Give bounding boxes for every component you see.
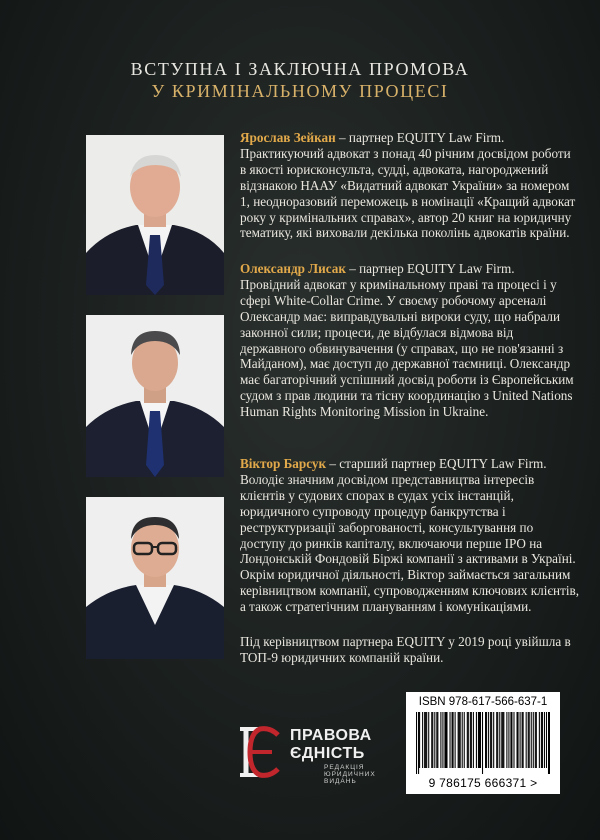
barcode-bar xyxy=(508,712,509,768)
barcode-bar xyxy=(506,712,507,768)
barcode-bar xyxy=(419,712,420,768)
barcode-bar xyxy=(522,712,523,768)
barcode-bar xyxy=(529,712,530,768)
isbn-label: ISBN 978-617-566-637-1 xyxy=(418,696,548,708)
barcode-bar xyxy=(460,712,461,768)
barcode-bar xyxy=(548,712,549,774)
barcode-bar xyxy=(531,712,532,768)
barcode-bar xyxy=(486,712,487,768)
author-photo-barsuk xyxy=(86,497,224,659)
author-photo-zeikan xyxy=(86,135,224,295)
barcode-bar xyxy=(501,712,502,768)
barcode-bar xyxy=(418,712,419,774)
barcode-bar xyxy=(478,712,479,768)
barcode-bar xyxy=(502,712,503,768)
barcode-bar xyxy=(493,712,494,768)
publisher-name-line-1: ПРАВОВА xyxy=(290,727,372,744)
publisher-subtitle: РЕДАКЦІЯ ЮРИДИЧНИХ ВИДАНЬ xyxy=(324,764,376,785)
title-line-2: У КРИМІНАЛЬНОМУ ПРОЦЕСІ xyxy=(151,81,449,101)
barcode-bar xyxy=(526,712,527,768)
barcode-bar xyxy=(480,712,481,768)
barcode-bar xyxy=(523,712,524,768)
barcode-bar xyxy=(488,712,489,768)
barcode-bar xyxy=(467,712,468,768)
barcode-bar xyxy=(544,712,545,768)
barcode-bar xyxy=(468,712,469,768)
barcode-bar xyxy=(462,712,463,768)
barcode-bar xyxy=(536,712,537,768)
author-name: Віктор Барсук xyxy=(240,456,327,471)
barcode-bar xyxy=(444,712,445,768)
barcode-bar xyxy=(470,712,471,768)
author-role: – партнер EQUITY Law Firm. xyxy=(335,130,505,145)
barcode-bar xyxy=(503,712,504,768)
barcode-bar xyxy=(436,712,437,768)
barcode-bar xyxy=(482,712,483,774)
barcode-bar xyxy=(422,712,423,768)
barcode-bar xyxy=(455,712,456,768)
barcode-bar xyxy=(528,712,529,768)
barcode-bar xyxy=(510,712,511,768)
barcode-bar xyxy=(541,712,542,768)
barcode-bar xyxy=(549,712,550,774)
barcode-bar xyxy=(458,712,459,768)
barcode-bar xyxy=(499,712,500,768)
barcode-bar xyxy=(473,712,474,768)
barcode-bar xyxy=(446,712,447,768)
barcode-bar xyxy=(511,712,512,768)
title-line-1: ВСТУПНА І ЗАКЛЮЧНА ПРОМОВА xyxy=(130,59,470,79)
barcode-bar xyxy=(459,712,460,768)
author-role: – партнер EQUITY Law Firm. xyxy=(345,261,515,276)
author-bio-barsuk xyxy=(240,456,580,615)
barcode-bar xyxy=(452,712,453,768)
barcode-bar xyxy=(533,712,534,768)
barcode-bar xyxy=(542,712,543,768)
company-ranking-note: Під керівництвом партнера EQUITY у 2019 році увійшла в ТОП-9 юридичних компаній країни. xyxy=(240,634,571,665)
barcode-bar xyxy=(464,712,465,768)
isbn-barcode xyxy=(406,692,560,794)
author-bio-text: Провідний адвокат у кримінальному праві та процесі і у сфері White-Collar Crime. У своєму робочому арсеналі Олександр має: виправдувальні вироки суду, що набрали законної сили; процеси, де відбулася відмова від державного обвинувачення (у справах, що не пов'язанні з Майданом), має доступ до державної таємниці. Олександр має багаторічний успішний досвід роботи із Європейським судом з прав людини та тісну координацію з United Nations Human Rights Monitoring Mission in Ukraine. xyxy=(240,276,574,420)
barcode-bar xyxy=(440,712,441,768)
publisher-name-line-2: ЄДНІСТЬ xyxy=(290,745,365,762)
barcode-bar xyxy=(497,712,498,768)
barcode-bar xyxy=(517,712,518,768)
barcode-bar xyxy=(471,712,472,768)
barcode-bar xyxy=(437,712,438,768)
barcode-bar xyxy=(513,712,514,768)
barcode-bar xyxy=(416,712,417,774)
barcode-bar xyxy=(428,712,429,768)
barcode-bar xyxy=(450,712,451,768)
book-title xyxy=(0,58,600,102)
barcode-digits: 9 786175 666371 > xyxy=(428,776,538,790)
barcode-bar xyxy=(476,712,477,768)
author-photo-lysak xyxy=(86,315,224,477)
barcode-bar xyxy=(496,712,497,768)
barcode-bar xyxy=(546,712,547,768)
author-name: Олександр Лисак xyxy=(240,261,346,276)
author-bio-text: Володіє значним досвідом представництва інтересів клієнтів у судових спорах в судах усіх інстанцій, юридичного супроводу процедур банкрутства і реструктуризації заборгованості, консультування по доступу до ринків капіталу, включаючи перше IPO на Лондонській Фондовій Біржі компанії з активами в Україні. Окрім юридичної діяльності, Віктор займається загальним керівництвом компанії, супроводженням ключових клієнтів, а також стратегічним плануванням і комунікаціями. xyxy=(240,471,580,615)
barcode-bar xyxy=(434,712,435,768)
barcode-bar xyxy=(453,712,454,768)
publisher-logo xyxy=(234,723,394,783)
barcode-bar xyxy=(442,712,443,768)
author-bio-lysak xyxy=(240,261,580,420)
author-name: Ярослав Зейкан xyxy=(240,130,336,145)
barcode-bar xyxy=(424,712,425,768)
barcode-bar xyxy=(518,712,519,768)
author-bio-zeikan xyxy=(240,130,580,241)
barcode-bar xyxy=(425,712,426,768)
barcode-bar xyxy=(520,712,521,768)
barcode-bar xyxy=(426,712,427,768)
barcode-bar xyxy=(431,712,432,768)
barcode-bar xyxy=(535,712,536,768)
author-role: – старший партнер EQUITY Law Firm. xyxy=(326,456,547,471)
barcode-bar xyxy=(491,712,492,768)
barcode-bar xyxy=(479,712,480,768)
barcode-bars xyxy=(416,712,550,774)
barcode-bar xyxy=(432,712,433,768)
barcode-bar xyxy=(445,712,446,768)
barcode-bar xyxy=(539,712,540,768)
author-bio-text: Практикуючий адвокат з понад 40 річним досвідом роботи в якості юрисконсульта, судді, адвоката, нагороджений відзнакою НААУ «Видатний адвокат України» за номером 1, неодноразовий переможець в номінації «Кращий адвокат року у кримінальних справах», автор 20 книг на юридичну тематику, які виховали декілька поколінь адвокатів країни. xyxy=(240,145,576,241)
barcode-bar xyxy=(490,712,491,768)
barcode-bar xyxy=(485,712,486,768)
publisher-mark-icon xyxy=(234,723,284,781)
